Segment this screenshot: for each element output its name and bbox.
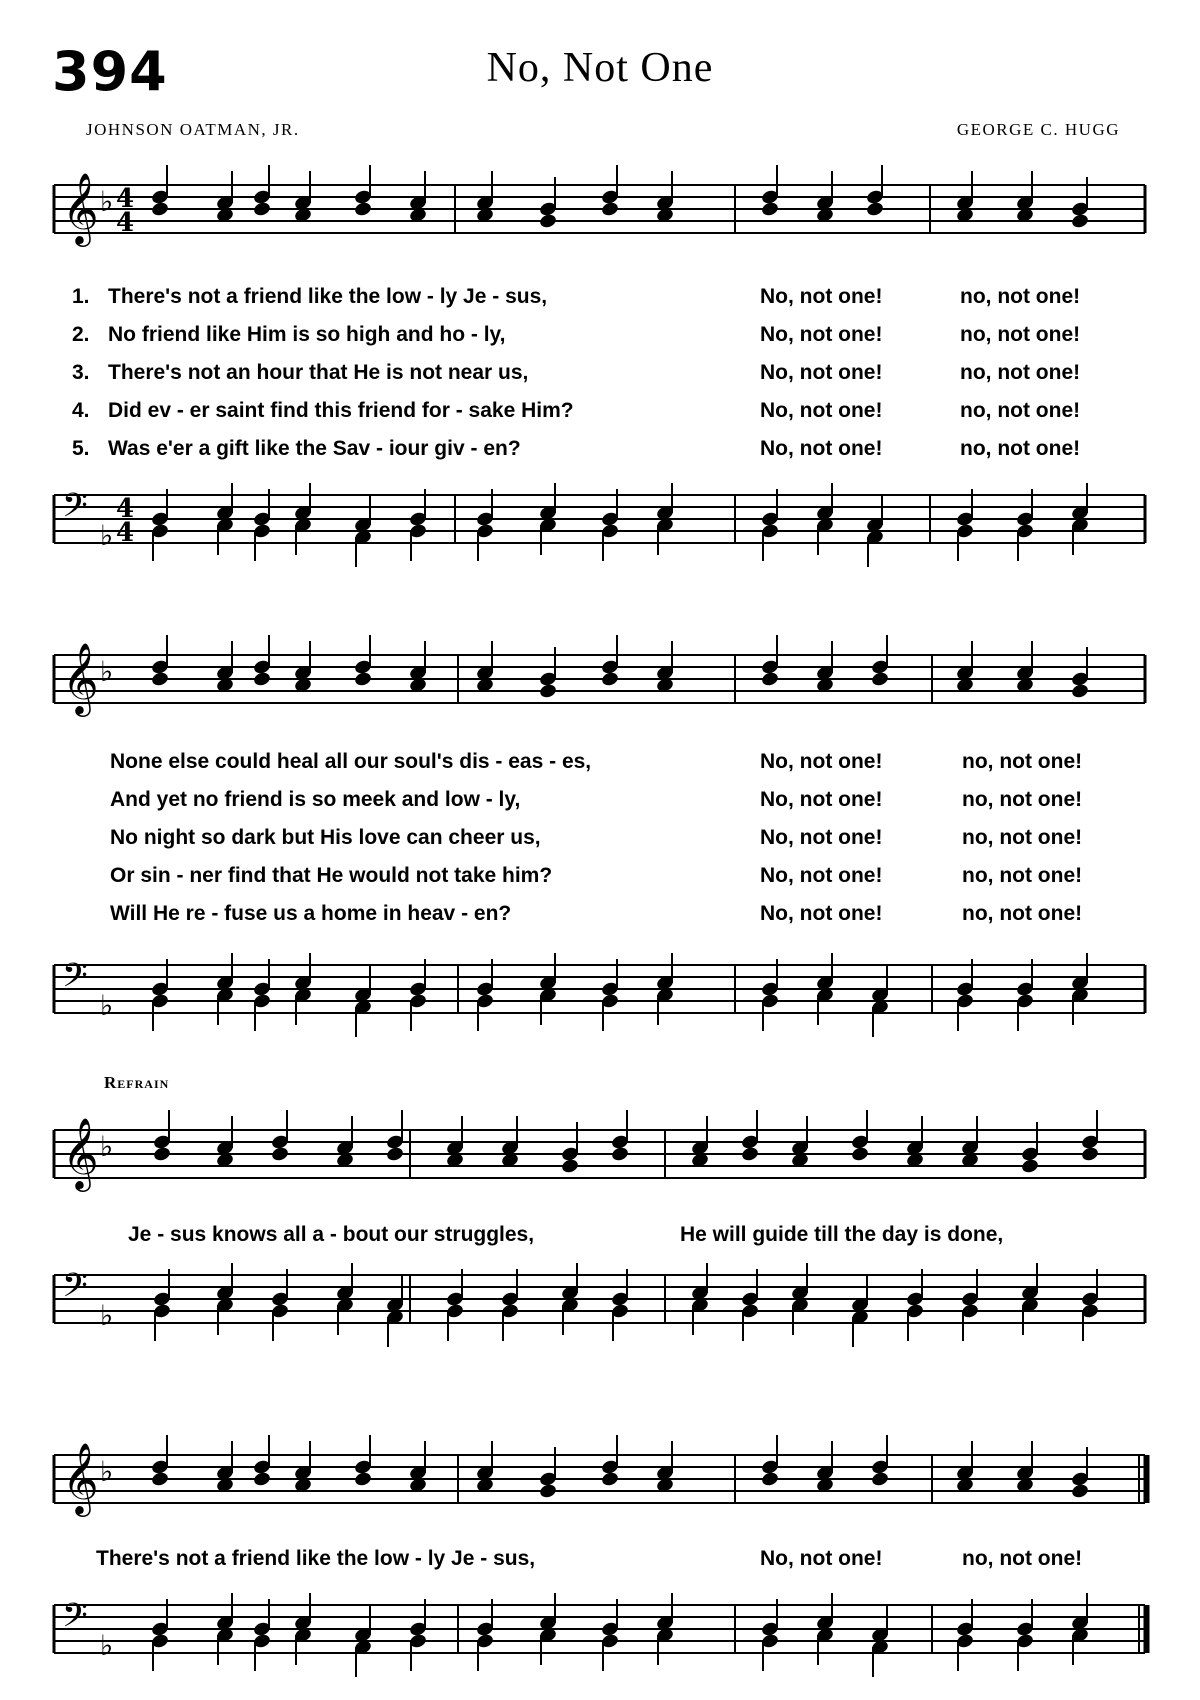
treble-staff-system-3	[0, 1110, 1200, 1200]
lyric-response: no, not one!	[960, 399, 1081, 422]
bass-clef-icon: 𝄢	[62, 1597, 88, 1643]
bass-clef-icon: 𝄢	[62, 487, 88, 533]
note-head	[600, 635, 619, 687]
flat-icon: ♭	[100, 1299, 114, 1332]
bass-staff-system-2	[0, 945, 1200, 1035]
lyric-response: No, not one!	[760, 285, 883, 308]
lyric-line	[0, 1223, 1200, 1255]
note-head	[955, 959, 974, 1031]
note-head	[960, 1269, 979, 1341]
note-head	[385, 1110, 404, 1162]
lyric-response: no, not one!	[960, 323, 1081, 346]
time-signature-icon: 4	[116, 494, 135, 524]
lyric-line	[0, 864, 1200, 896]
bass-staff-system-4	[0, 1585, 1200, 1675]
flat-icon: ♭	[100, 1455, 114, 1488]
lyric-response: no, not one!	[960, 437, 1081, 460]
lyric-text: There's not a friend like the low - ly Je - sus,	[108, 285, 548, 308]
note-head	[600, 1599, 619, 1671]
lyric-response: He will guide till the day is done,	[680, 1223, 1004, 1246]
note-head	[865, 165, 884, 217]
note-head	[252, 1435, 271, 1487]
lyric-response: no, not one!	[962, 1547, 1083, 1570]
treble-clef-icon: 𝄞	[62, 641, 99, 714]
lyric-response: No, not one!	[760, 826, 883, 849]
bass-clef-icon: 𝄢	[62, 957, 88, 1003]
note-head	[955, 489, 974, 561]
note-head	[760, 1435, 779, 1487]
lyric-response: No, not one!	[760, 399, 883, 422]
time-signature-icon: 4	[116, 184, 135, 214]
bass-staff-system-3	[0, 1255, 1200, 1345]
note-head	[1015, 959, 1034, 1031]
note-head	[740, 1110, 759, 1162]
treble-clef-icon: 𝄞	[62, 1441, 99, 1514]
lyric-text: There's not an hour that He is not near us,	[108, 361, 529, 384]
verse-number: 1.	[72, 285, 90, 308]
lyric-line	[0, 437, 1200, 469]
lyric-response: No, not one!	[760, 437, 883, 460]
note-head	[850, 1110, 869, 1162]
lyric-text: There's not a friend like the low - ly Je - sus,	[96, 1547, 536, 1570]
note-head	[152, 1110, 171, 1162]
lyric-response: No, not one!	[760, 323, 883, 346]
note-head	[353, 635, 372, 687]
note-head	[740, 1269, 759, 1341]
note-head	[610, 1110, 629, 1162]
note-head	[610, 1269, 629, 1341]
note-head	[1080, 1110, 1099, 1162]
note-head	[270, 1269, 289, 1341]
lyric-text: Je - sus knows all a - bout our struggles,	[128, 1223, 535, 1246]
note-head	[870, 635, 889, 687]
treble-staff-system-1	[0, 165, 1200, 255]
note-head	[150, 635, 169, 687]
flat-icon: ♭	[100, 185, 114, 218]
treble-clef-icon: 𝄞	[62, 1116, 99, 1189]
lyric-response: no, not one!	[962, 826, 1083, 849]
note-head	[408, 1599, 427, 1671]
note-head	[760, 635, 779, 687]
note-head	[445, 1269, 464, 1341]
lyric-text: No night so dark but His love can cheer us,	[110, 826, 541, 849]
note-head	[760, 959, 779, 1031]
note-head	[955, 1599, 974, 1671]
lyric-text: Did ev - er saint find this friend for - sake Him?	[108, 399, 574, 422]
bass-clef-icon: 𝄢	[62, 1267, 88, 1313]
lyric-response: no, not one!	[960, 285, 1081, 308]
note-head	[270, 1110, 289, 1162]
lyric-response: no, not one!	[962, 902, 1083, 925]
note-head	[252, 635, 271, 687]
treble-staff-system-2	[0, 635, 1200, 725]
lyric-text: None else could heal all our soul's dis - eas - es,	[110, 750, 592, 773]
note-head	[760, 489, 779, 561]
composer-credit: GEORGE C. HUGG	[956, 120, 1120, 139]
note-head	[408, 489, 427, 561]
note-head	[760, 165, 779, 217]
note-head	[600, 959, 619, 1031]
note-head	[408, 959, 427, 1031]
lyric-response: No, not one!	[760, 902, 883, 925]
bass-staff-system-1	[0, 475, 1200, 565]
verse-number: 4.	[72, 399, 90, 422]
note-head	[150, 959, 169, 1031]
lyric-line	[0, 285, 1200, 317]
note-head	[760, 1599, 779, 1671]
note-head	[1015, 1599, 1034, 1671]
lyric-response: no, not one!	[962, 864, 1083, 887]
note-head	[152, 1269, 171, 1341]
lyric-text: Or sin - ner find that He would not take him?	[110, 864, 553, 887]
flat-icon: ♭	[100, 519, 114, 552]
note-head	[252, 1599, 271, 1671]
note-head	[353, 1435, 372, 1487]
flat-icon: ♭	[100, 655, 114, 688]
time-signature-icon: 4	[116, 518, 135, 548]
treble-staff-system-4	[0, 1435, 1200, 1525]
note-head	[500, 1269, 519, 1341]
lyric-response: no, not one!	[962, 750, 1083, 773]
note-head	[252, 489, 271, 561]
hymn-number: 394	[52, 40, 168, 103]
note-head	[1080, 1269, 1099, 1341]
lyric-text: Will He re - fuse us a home in heav - en?	[110, 902, 512, 925]
note-head	[150, 1435, 169, 1487]
lyric-response: No, not one!	[760, 750, 883, 773]
note-head	[600, 165, 619, 217]
verse-number: 2.	[72, 323, 90, 346]
lyric-line	[0, 323, 1200, 355]
flat-icon: ♭	[100, 989, 114, 1022]
lyric-line	[0, 399, 1200, 431]
note-head	[150, 165, 169, 217]
lyric-response: No, not one!	[760, 788, 883, 811]
lyric-response: no, not one!	[962, 788, 1083, 811]
note-head	[600, 489, 619, 561]
flat-icon: ♭	[100, 1629, 114, 1662]
refrain-label: Refrain	[104, 1073, 170, 1092]
flat-icon: ♭	[100, 1130, 114, 1163]
lyric-response: no, not one!	[960, 361, 1081, 384]
verse-number: 5.	[72, 437, 90, 460]
note-head	[905, 1269, 924, 1341]
lyric-line	[0, 361, 1200, 393]
lyric-text: And yet no friend is so meek and low - ly,	[110, 788, 521, 811]
lyricist-credit: JOHNSON OATMAN, JR.	[86, 120, 300, 139]
note-head	[150, 1599, 169, 1671]
lyric-text: Was e'er a gift like the Sav - iour giv - en?	[108, 437, 521, 460]
note-head	[475, 489, 494, 561]
hymn-title: No, Not One	[486, 45, 714, 91]
note-head	[150, 489, 169, 561]
lyric-line	[0, 788, 1200, 820]
note-head	[870, 1435, 889, 1487]
lyric-line	[0, 826, 1200, 858]
lyric-line	[0, 902, 1200, 934]
note-head	[252, 959, 271, 1031]
treble-clef-icon: 𝄞	[62, 171, 99, 244]
lyric-response: No, not one!	[760, 1547, 883, 1570]
verse-number: 3.	[72, 361, 90, 384]
lyric-line	[0, 1547, 1200, 1579]
time-signature-icon: 4	[116, 208, 135, 238]
note-head	[475, 1599, 494, 1671]
note-head	[1015, 489, 1034, 561]
note-head	[353, 165, 372, 217]
lyric-response: No, not one!	[760, 361, 883, 384]
note-head	[475, 959, 494, 1031]
lyric-line	[0, 750, 1200, 782]
lyric-response: No, not one!	[760, 864, 883, 887]
lyric-text: No friend like Him is so high and ho - ly,	[108, 323, 506, 346]
note-head	[252, 165, 271, 217]
note-head	[600, 1435, 619, 1487]
